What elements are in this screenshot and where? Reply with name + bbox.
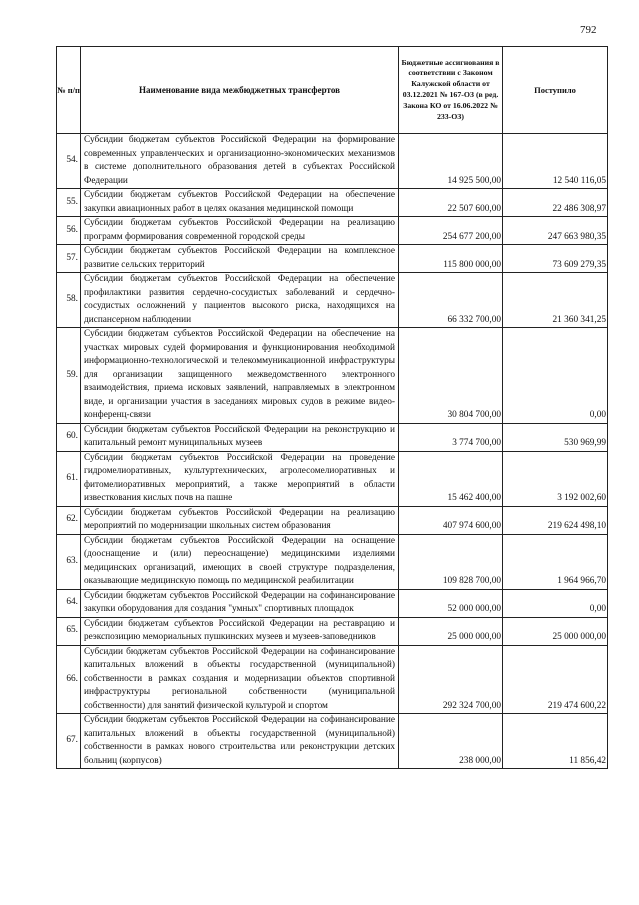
transfer-name: Субсидии бюджетам субъектов Российской Федерации на обеспечение профилактики развития сердечно-сосудистых заболеваний и сердечно-сосудистых осложнений у пациентов высокого риска, находящихся на диспансерном наблюдении (84, 274, 395, 325)
row-number: 67. (57, 714, 81, 769)
received-amount: 219 624 498,10 (503, 506, 608, 534)
row-number: 55. (57, 189, 81, 217)
table-row (57, 451, 608, 506)
transfer-name: Субсидии бюджетам субъектов Российской Федерации на реализацию мероприятий по модернизации школьных систем образования (84, 507, 395, 531)
received-amount: 1 964 966,70 (503, 534, 608, 589)
transfer-name: Субсидии бюджетам субъектов Российской Федерации на обеспечение закупки авиационных работ в целях оказания медицинской помощи (84, 190, 395, 214)
table-row (57, 328, 608, 424)
table-row (57, 589, 608, 617)
table-row (57, 423, 608, 451)
transfer-name-cell (81, 451, 399, 506)
transfer-name-cell (81, 273, 399, 328)
transfer-name-cell (81, 645, 399, 714)
transfer-name: Субсидии бюджетам субъектов Российской Федерации на реконструкцию и капитальный ремонт муниципальных музеев (84, 424, 395, 448)
budget-amount: 25 000 000,00 (399, 617, 503, 645)
header-received: Поступило (503, 47, 608, 134)
row-number: 64. (57, 589, 81, 617)
row-number: 66. (57, 645, 81, 714)
received-amount: 21 360 341,25 (503, 273, 608, 328)
transfer-name: Субсидии бюджетам субъектов Российской Федерации на софинансирование капитальных вложений в объекты государственной (муниципальной) собственности в рамках нового строительства или реконструкции детских больниц (корпусов) (84, 715, 395, 766)
transfer-name-cell (81, 134, 399, 189)
table-row (57, 506, 608, 534)
row-number: 63. (57, 534, 81, 589)
header-transfer-name: Наименование вида межбюджетных трансфертов (81, 47, 399, 134)
transfer-name-cell (81, 714, 399, 769)
received-amount: 12 540 116,05 (503, 134, 608, 189)
transfer-name: Субсидии бюджетам субъектов Российской Федерации на софинансирование закупки оборудования для создания "умных" спортивных площадок (84, 590, 395, 614)
transfer-name-cell (81, 189, 399, 217)
transfer-name-cell (81, 589, 399, 617)
row-number: 56. (57, 217, 81, 245)
page-number: 792 (580, 24, 597, 36)
transfer-name-cell (81, 617, 399, 645)
transfer-name-cell (81, 217, 399, 245)
transfer-name: Субсидии бюджетам субъектов Российской Федерации на реставрацию и реэкспозицию мемориальных пушкинских музеев и музеев-заповедников (84, 618, 395, 642)
table-row (57, 617, 608, 645)
table-header-row (57, 47, 608, 134)
transfer-name: Субсидии бюджетам субъектов Российской Федерации на реализацию программ формирования современной городской среды (84, 218, 395, 242)
received-amount: 530 969,99 (503, 423, 608, 451)
transfer-name: Субсидии бюджетам субъектов Российской Федерации на обеспечение на участках мировых судей формирования и функционирования необходимой информационно-технологической и телекоммуникационной инфраструктуры для организации защищенного межведомственного электронного взаимодействия, приема исковых заявлений, направляемых в электронном виде, и организации участия в заседаниях мировых судов в режиме видео-конференц-связи (84, 329, 395, 420)
table-row (57, 534, 608, 589)
received-amount: 11 856,42 (503, 714, 608, 769)
table-row (57, 273, 608, 328)
row-number: 58. (57, 273, 81, 328)
received-amount: 25 000 000,00 (503, 617, 608, 645)
row-number: 54. (57, 134, 81, 189)
transfer-name: Субсидии бюджетам субъектов Российской Федерации на комплексное развитие сельских территорий (84, 246, 395, 270)
received-amount: 3 192 002,60 (503, 451, 608, 506)
budget-amount: 52 000 000,00 (399, 589, 503, 617)
budget-amount: 3 774 700,00 (399, 423, 503, 451)
received-amount: 247 663 980,35 (503, 217, 608, 245)
budget-amount: 66 332 700,00 (399, 273, 503, 328)
budget-amount: 14 925 500,00 (399, 134, 503, 189)
budget-amount: 109 828 700,00 (399, 534, 503, 589)
received-amount: 0,00 (503, 328, 608, 424)
transfer-name: Субсидии бюджетам субъектов Российской Федерации на софинансирование капитальных вложений в объекты государственной (муниципальной) собственности в рамках создания и модернизации объектов спортивной инфраструктуры региональной собственности (муниципальной собственности) для занятий физической культурой и спортом (84, 646, 395, 711)
budget-amount: 407 974 600,00 (399, 506, 503, 534)
transfer-name: Субсидии бюджетам субъектов Российской Федерации на формирование современных управленческих и организационно-экономических механизмов в системе дополнительного образования детей в субъектах Российской Федерации (84, 135, 395, 186)
received-amount: 219 474 600,22 (503, 645, 608, 714)
header-budget-allocations: Бюджетные ассигнования в соответствии с Законом Калужской области от 03.12.2021 № 167-ОЗ (в ред. Закона КО от 16.06.2022 № 233-ОЗ) (399, 47, 503, 134)
budget-amount: 292 324 700,00 (399, 645, 503, 714)
table-row (57, 217, 608, 245)
row-number: 62. (57, 506, 81, 534)
row-number: 59. (57, 328, 81, 424)
received-amount: 73 609 279,35 (503, 245, 608, 273)
transfer-name-cell (81, 534, 399, 589)
received-amount: 0,00 (503, 589, 608, 617)
transfer-name: Субсидии бюджетам субъектов Российской Федерации на проведение гидромелиоративных, культуртехнических, агролесомелиоративных и фитомелиоративных мероприятий, а также мероприятий в области известкования кислых почв на пашне (84, 452, 395, 503)
table-row (57, 714, 608, 769)
header-number: № п/п (57, 47, 81, 134)
transfers-table (56, 46, 608, 769)
budget-amount: 238 000,00 (399, 714, 503, 769)
table-row (57, 645, 608, 714)
table-row (57, 245, 608, 273)
received-amount: 22 486 308,97 (503, 189, 608, 217)
table-row (57, 189, 608, 217)
budget-amount: 15 462 400,00 (399, 451, 503, 506)
row-number: 60. (57, 423, 81, 451)
row-number: 57. (57, 245, 81, 273)
budget-amount: 30 804 700,00 (399, 328, 503, 424)
budget-amount: 115 800 000,00 (399, 245, 503, 273)
transfer-name-cell (81, 328, 399, 424)
table-row (57, 134, 608, 189)
transfer-name-cell (81, 506, 399, 534)
transfer-name-cell (81, 245, 399, 273)
row-number: 61. (57, 451, 81, 506)
budget-amount: 22 507 600,00 (399, 189, 503, 217)
row-number: 65. (57, 617, 81, 645)
transfer-name: Субсидии бюджетам субъектов Российской Федерации на оснащение (дооснащение и (или) переоснащение) медицинскими изделиями медицинских организаций, имеющих в своей структуре подразделения, оказывающие медицинскую помощь по медицинской реабилитации (84, 535, 395, 586)
budget-amount: 254 677 200,00 (399, 217, 503, 245)
transfer-name-cell (81, 423, 399, 451)
